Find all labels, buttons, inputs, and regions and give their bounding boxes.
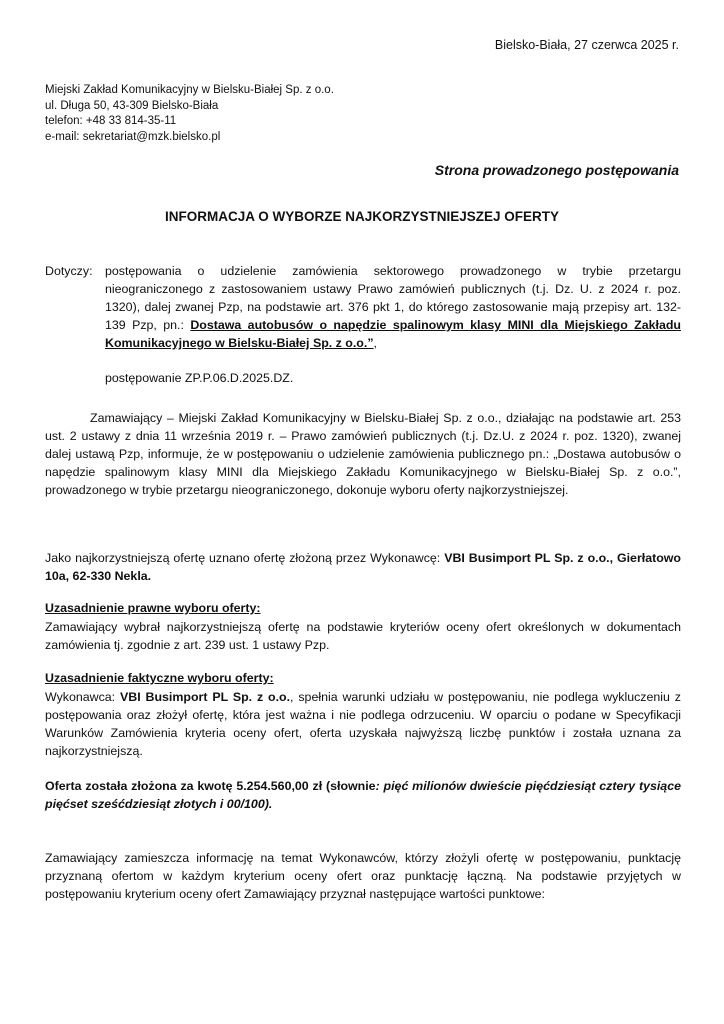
factual-basis-paragraph [45, 688, 681, 760]
price-paragraph [45, 777, 681, 813]
sender-email: e-mail: sekretariat@mzk.bielsko.pl [45, 130, 221, 143]
best-offer-paragraph [45, 549, 681, 585]
document-title: INFORMACJA O WYBORZE NAJKORZYSTNIEJSZEJ OFERTY [164, 209, 560, 224]
sender-address: ul. Długa 50, 43-309 Bielsko-Biała [45, 99, 219, 112]
legal-basis-heading: Uzasadnienie prawne wyboru oferty: [45, 601, 261, 615]
best-offer-contractor: VBI Busimport PL Sp. z o.o., Gierłatowo 10a, 62-330 Nekla. [45, 551, 681, 583]
best-offer-prefix: Jako najkorzystniejszą ofertę uznano ofertę złożoną przez Wykonawcę: [45, 551, 445, 565]
sender-name: Miejski Zakład Komunikacyjny w Bielsku-Białej Sp. z o.o. [45, 84, 334, 96]
legal-basis-text: Zamawiający wybrał najkorzystniejszą ofertę na podstawie kryteriów oceny ofert określonych w dokumentach zamówienia tj. zgodnie z art. 239 ust. 1 ustawy Pzp. [45, 620, 681, 652]
concerns-block [45, 262, 681, 352]
addressee: Strona prowadzonego postępowania [434, 162, 679, 178]
factual-basis-prefix: Wykonawca: [45, 690, 120, 704]
price-amount: Oferta została złożona za kwotę 5.254.560,00 zł (słownie [45, 779, 376, 793]
factual-basis-heading: Uzasadnienie faktyczne wyboru oferty: [45, 671, 274, 685]
closing-paragraph: Zamawiający zamieszcza informację na temat Wykonawców, którzy złożyli ofertę w postępowaniu, punktację przyznaną ofertom w każdym kryterium oceny ofert oraz punktację łączną. Na podstawie przyjętych w postępowaniu kryterium oceny ofert Zamawiający przyznał następujące wartości punktowe: [45, 851, 681, 901]
concerns-description: postępowania o udzielenie zamówienia sektorowego prowadzonego w trybie przetargu nieograniczonego z zastosowaniem ustawy Prawo zamówień publicznych (t.j. Dz. U. z 2024 r. poz. 1320), dalej zwanej Pzp, na podstawie art. 376 pkt 1, do którego zastosowanie mają przepisy art. 132-139 Pzp, pn.: [105, 264, 681, 332]
document-date: Bielsko-Biała, 27 czerwca 2025 r. [494, 38, 679, 52]
procurement-subject: Dostawa autobusów o napędzie spalinowym klasy MINI dla Miejskiego Zakładu Komunikacyjnego w Bielsku-Białej Sp. z o.o.” [105, 318, 681, 350]
concerns-suffix: , [373, 336, 377, 350]
factual-basis-contractor: VBI Busimport PL Sp. z o.o. [120, 690, 291, 704]
concerns-label: Dotyczy: [45, 264, 93, 278]
factual-basis-text: , spełnia warunki udziału w postępowaniu, nie podlega wykluczeniu z postępowania oraz złożył ofertę, która jest ważna i nie podlega odrzuceniu. W oparciu o podane w Specyfikacji Warunków Zamówienia kryteria oceny ofert, oferta uzyskała najwyższą liczbę punktów i została uznana za najkorzystniejszą. [45, 690, 681, 758]
intro-paragraph: Zamawiający – Miejski Zakład Komunikacyjny w Bielsku-Białej Sp. z o.o., działając na podstawie art. 253 ust. 2 ustawy z dnia 11 września 2019 r. – Prawo zamówień publicznych (t.j. Dz.U. z 2024 r. poz. 1320), zwanej dalej ustawą Pzp, informuje, że w postępowaniu o udzielenie zamówienia publicznego pn.: „Dostawa autobusów o napędzie spalinowym klasy MINI dla Miejskiego Zakładu Komunikacyjnego w Bielsku-Białej Sp. z o.o.”, prowadzonego w trybie przetargu nieograniczonego, dokonuje wyboru oferty najkorzystniejszej. [45, 411, 681, 497]
concerns-text [105, 262, 681, 352]
sender-block [45, 83, 334, 145]
sender-phone: telefon: +48 33 814-35-11 [45, 115, 177, 127]
procedure-number: postępowanie ZP.P.06.D.2025.DZ. [105, 371, 294, 385]
price-in-words: : pięć milionów dwieście pięćdziesiąt cztery tysiące pięćset sześćdziesiąt złotych i 00/100). [45, 779, 681, 811]
